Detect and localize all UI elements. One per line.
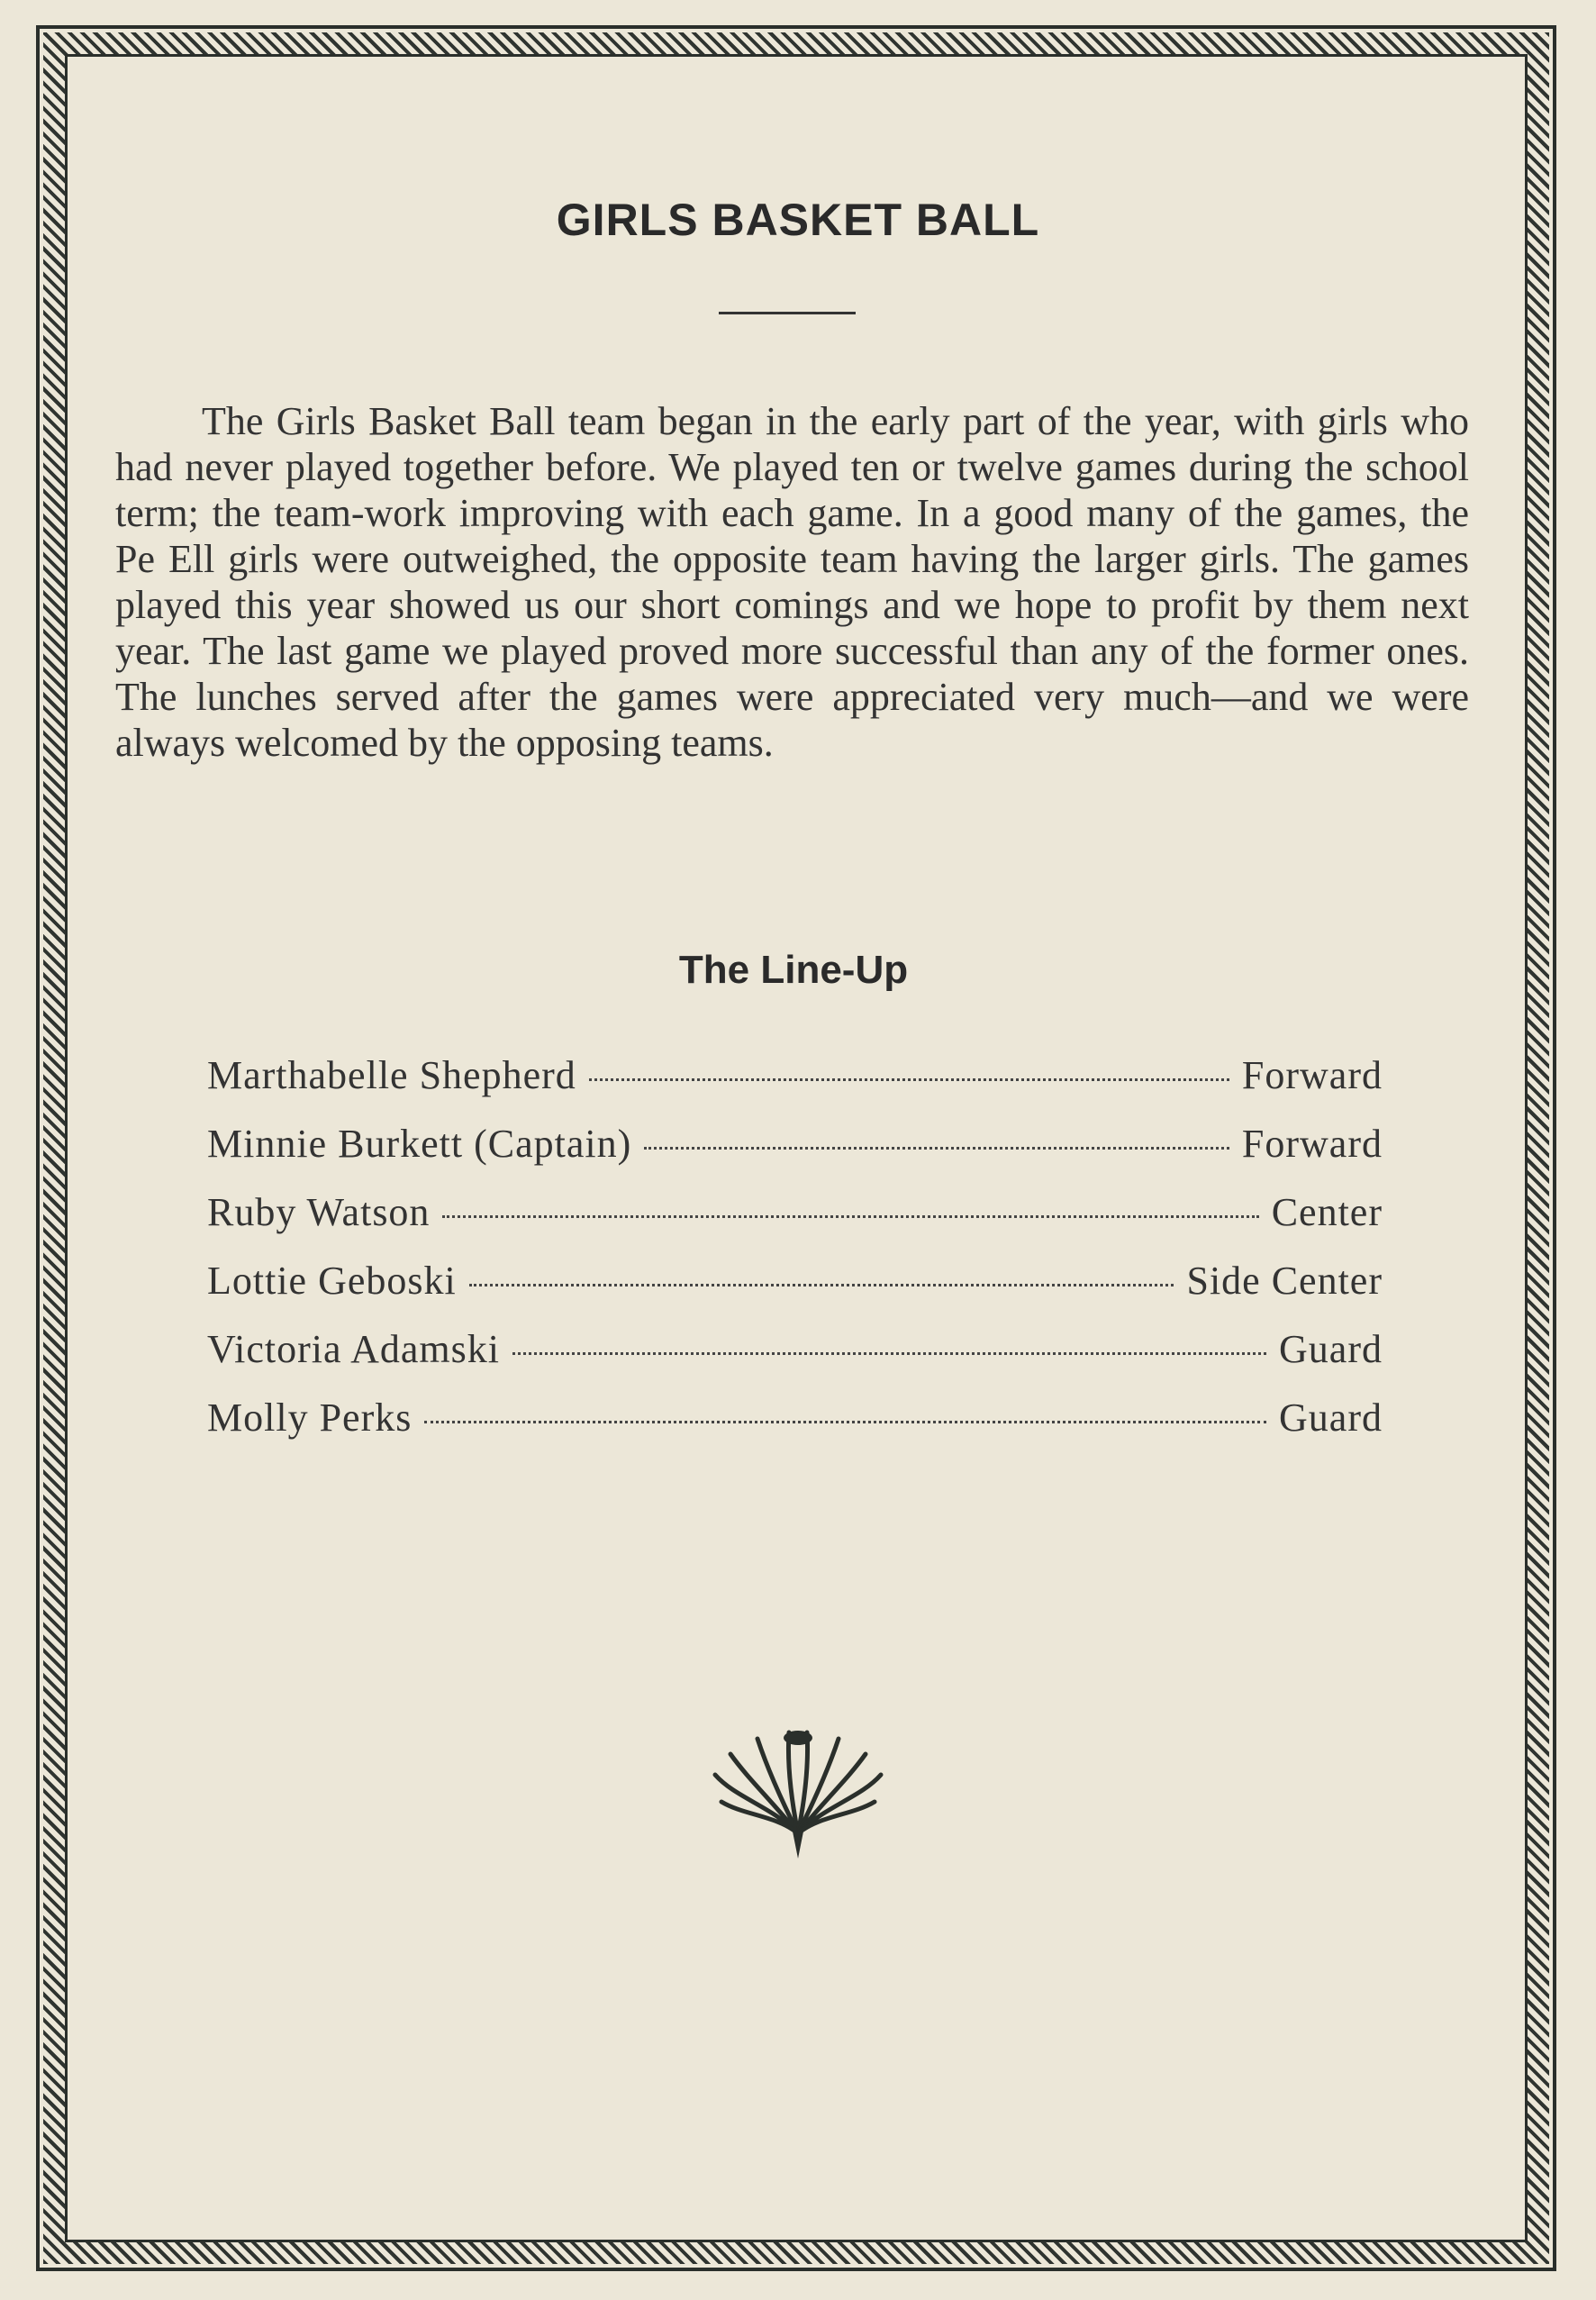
dot-leader [512, 1352, 1266, 1355]
dot-leader [442, 1215, 1258, 1218]
page-title: GIRLS BASKET BALL [556, 195, 1040, 245]
lineup-row [207, 1326, 1383, 1395]
lineup-list [207, 1052, 1383, 1463]
lineup-row [207, 1052, 1383, 1121]
dot-leader [589, 1078, 1229, 1081]
player-name: Lottie Geboski [207, 1259, 457, 1303]
lineup-heading: The Line-Up [678, 948, 909, 992]
player-position: Guard [1279, 1395, 1383, 1440]
player-name: Ruby Watson [207, 1190, 431, 1234]
plume-ornament-icon [708, 1725, 888, 1860]
lineup-row [207, 1121, 1383, 1189]
lineup-row [207, 1189, 1383, 1258]
dot-leader [424, 1421, 1266, 1423]
dot-leader [469, 1284, 1174, 1286]
player-name: Minnie Burkett (Captain) [207, 1122, 632, 1166]
dot-leader [644, 1147, 1229, 1150]
player-position: Forward [1241, 1053, 1383, 1097]
lineup-row [207, 1258, 1383, 1326]
player-name: Molly Perks [207, 1395, 413, 1440]
body-paragraph: The Girls Basket Ball team began in the early part of the year, with girls who had never played together before. We played ten or twelve games during the school term; the team-work improving with each game. In a good many of the games, the Pe Ell girls were outweighed, the opposite team having the larger girls. The games played this year showed us our short comings and we hope to profit by them next year. The last game we played proved more successful than any of the former ones. The lunches served after the games were appreciated very much—and we were always welcomed by the opposing teams. [115, 399, 1469, 765]
lineup-row [207, 1395, 1383, 1463]
player-position: Forward [1241, 1122, 1383, 1166]
title-rule [719, 312, 856, 314]
player-name: Marthabelle Shepherd [207, 1053, 576, 1097]
player-position: Side Center [1186, 1259, 1383, 1303]
player-position: Center [1271, 1190, 1383, 1234]
player-name: Victoria Adamski [207, 1327, 500, 1371]
player-position: Guard [1279, 1327, 1383, 1371]
